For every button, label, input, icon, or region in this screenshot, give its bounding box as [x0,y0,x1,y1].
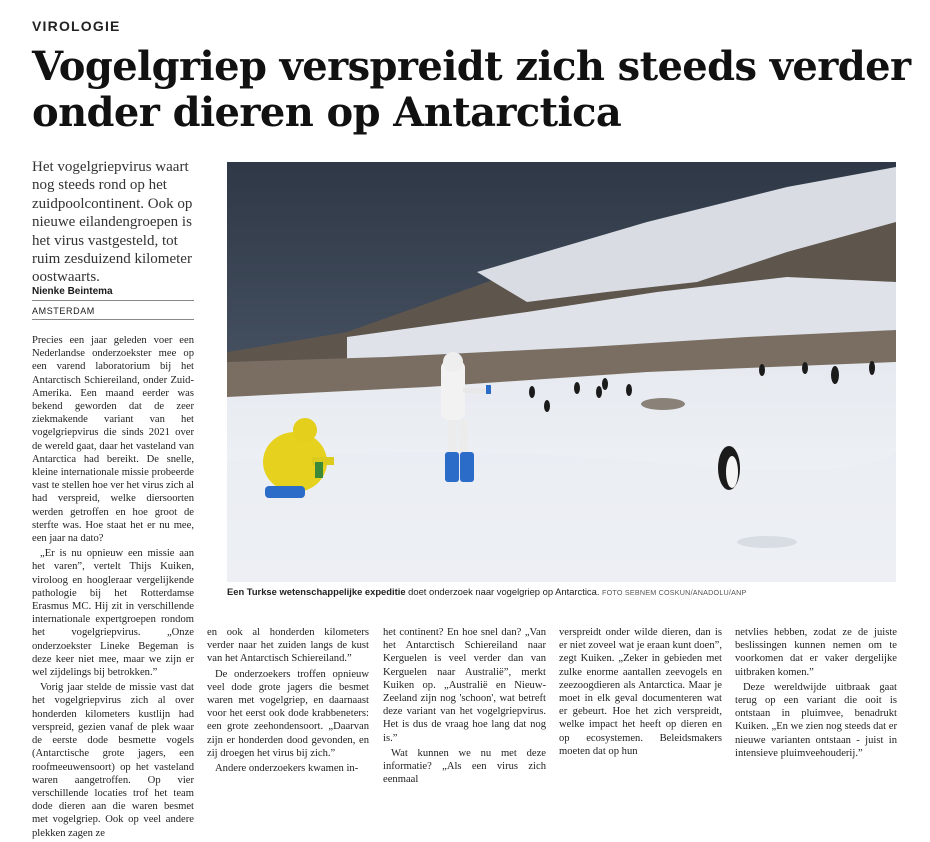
paragraph: Precies een jaar geleden voer een Nederlandse onderzoekster mee op een varend laboratorium bij het Antarctisch Schiereiland, onder Zuid-Amerika. Een maand eerder was bekend geworden dat de zeer ziekmakende variant van het vogelgriepvirus die sinds 2021 over de wereld gaat, daar het vasteland van Antarctica had bereikt. De snelle, kleine internationale missie probeerde vast te stellen hoe ver het virus zich al had verspreid, welke diersoorten werden getroffen en hoe groot de sterfte was. Hoe staat het er nu mee, een jaar na dato? [32,335,194,545]
photo-caption [227,586,896,597]
article-column-1 [32,334,194,842]
byline [32,286,194,320]
penguin [529,386,535,398]
caption-lead: Een Turkse wetenschappelijke expeditie [227,586,406,597]
article-column-3 [383,626,546,788]
paragraph: De onderzoekers troffen opnieuw veel dode grote jagers die besmet waren met vogelgriep, en daarnaast voor het eerst ook dode krabbeneters: een grote zeehondensoort. „Daarvan zijn er honderden dood gevonden, en zij droegen het virus bij zich.” [207,668,369,759]
footprints [737,536,797,548]
paragraph: Wat kunnen we nu met deze informatie? „Als een virus zich eenmaal [383,747,546,786]
penguin [596,386,602,398]
penguin [759,364,765,376]
penguin [869,361,875,375]
penguin-belly [726,456,738,488]
intro-text: Het vogelgriepvirus waart nog steeds rond op het zuidpoolcontinent. Ook op nieuwe eilandengroepen is het virus vastgesteld, tot ruim zesduizend kilometer oostwaarts. [32,159,193,286]
article-column-4 [559,626,722,760]
dateline-location: AMSTERDAM [32,301,194,320]
penguin [802,362,808,374]
penguin [602,378,608,390]
paragraph: en ook al honderden kilometers verder naar het zuiden langs de kust van het Antarctisch Schiereiland.” [207,627,369,665]
photo-credit: FOTO SEBNEM COSKUN/ANADOLU/ANP [602,588,747,597]
paragraph: het continent? En hoe snel dan? „Van het Antarctisch Schiereiland naar Kerguelen is veel verder dan van Kerguelen naar Australië”, merkt Kuiken op. „Australië en Nieuw-Zeeland zijn nog 'schoon', wat betreft deze variant van het vogelgriepvirus. Het is dus de vraag hoe lang dat nog is.” [383,627,546,744]
headline: Vogelgriep verspreidt zich steeds verder onder dieren op Antarctica [32,43,911,136]
paragraph: netvlies hebben, zodat ze de juiste beslissingen kunnen nemen om te voorkomen dat er vaker dergelijke uitbraken komen.” [735,627,897,678]
penguin [574,382,580,394]
paragraph: verspreidt onder wilde dieren, dan is er niet zoveel wat je eraan kunt doen”, zegt Kuiken. „Zeker in gebieden met zulke enorme aantallen zeevogels en zeezoogdieren als Antarctica. Maar je moet in elk geval documenteren wat er gebeurt. Hoe het zich verspreidt, welke impact het heeft op dieren en op ecosystemen. Beleidsmakers moeten dat op hun [559,627,722,757]
snow-shadow [227,452,896,582]
article-column-5 [735,626,897,762]
paragraph: „Er is nu opnieuw een missie aan het varen”, vertelt Thijs Kuiken, viroloog en hoogleraar vergelijkende pathologie bij het Rotterdamse Erasmus MC. Hij zit in verschillende internationale expertgroepen rondom het vogelgriepvirus. „Onze onderzoekster Lineke Begeman is deze keer niet mee, maar we zijn er wel zijdelings bij betrokken.” [32,548,194,679]
antarctica-expedition-photo [227,162,896,582]
penguin [831,366,839,384]
penguin [544,400,550,412]
paragraph: Deze wereldwijde uitbraak gaat terug op een variant die ooit is ontstaan in pluimvee, benadrukt Kuiken. „En we zien nog steeds dat er nieuwe varianten ontstaan - juist in intensieve pluimveehouderij.” [735,681,897,759]
paragraph: Andere onderzoekers kwamen in- [215,763,359,775]
paragraph: Vorig jaar stelde de missie vast dat het vogelgriepvirus zich al over honderden kilometers kustlijn had verspreid, gezien vanaf de plek waar de eerste dode besmette vogels (Antarctische grote jagers, een roofmeeuwensoort) op het vasteland waren aangetroffen. Op vier verschillende locaties trof het team dode dieren aan die waren besmet met vogelgriep. Ook op veel andere plekken zagen ze [32,682,194,839]
caption-text: doet onderzoek naar vogelgriep op Antarctica. [405,586,600,597]
article-column-2 [207,626,369,777]
author-name: Nienke Beintema [32,286,194,301]
rock [641,398,685,410]
article-photo [227,162,896,582]
section-kicker: VIROLOGIE [32,18,121,34]
penguin [626,384,632,396]
